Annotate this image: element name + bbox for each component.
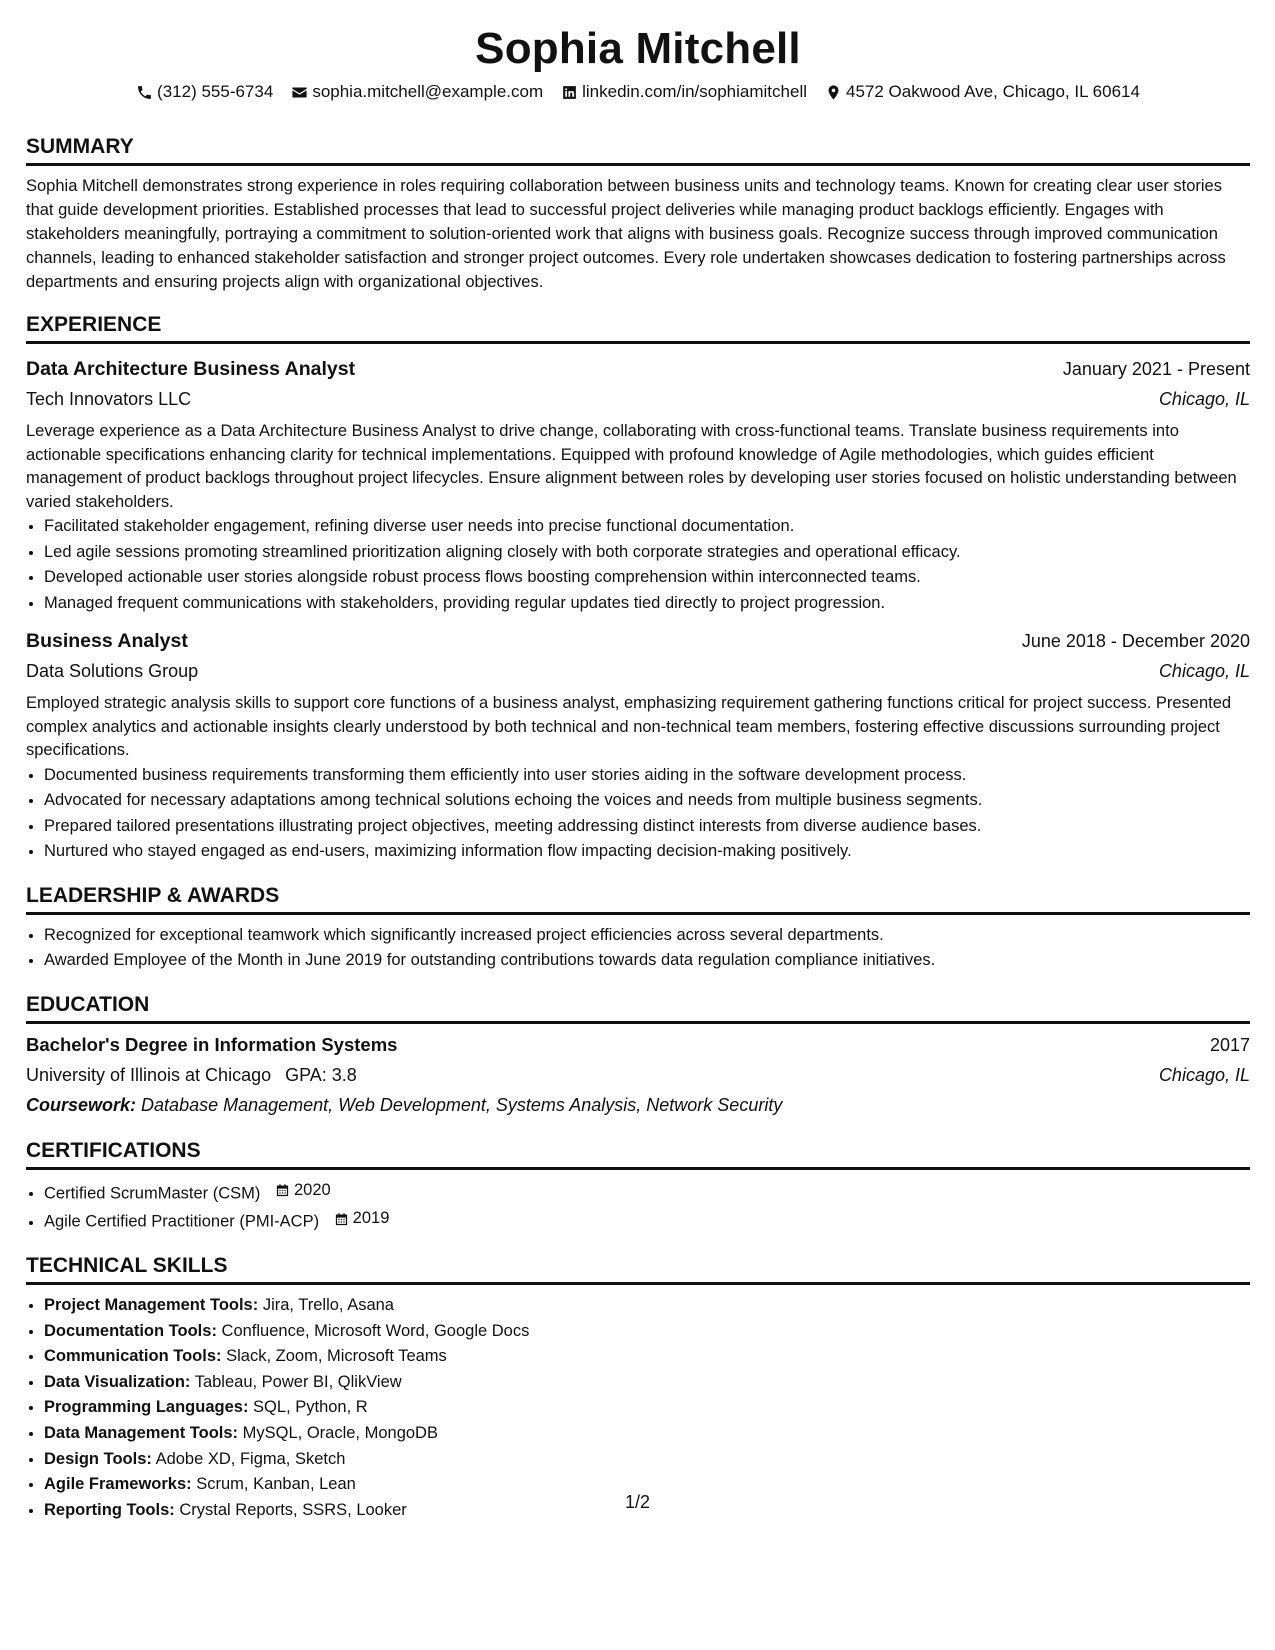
certifications-section (26, 1138, 1250, 1236)
job-description: Employed strategic analysis skills to support core functions of a business analyst, emphasizing requirement gathering functions critical for project success. Presented complex analytics and actionable insights clearly understood by both technical and non-technical team members, fostering effective discussions surrounding project specifications. (26, 694, 1232, 759)
list-item: • Documented business requirements transforming them efficiently into user stories aiding in the software development process. (44, 763, 1250, 789)
cert-year: 2019 (352, 1209, 390, 1228)
summary-text: Sophia Mitchell demonstrates strong experience in roles requiring collaboration between business units and technology teams. Known for creating clear user stories that guide development priorities. Established processes that lead to successful project deliveries while managing product backlogs efficiently. Engages with stakeholders meaningfully, portraying a commitment to solution-oriented work that aligns with business goals. Recognize success through improved communication channels, leading to enhanced stakeholder satisfaction and stronger project outcomes. Every role undertaken showcases dedication to fostering partnerships across departments and ensuring projects align with organizational objectives. (26, 177, 1226, 291)
school-text: University of Illinois at Chicago (26, 1064, 272, 1085)
contact-phone (136, 80, 273, 104)
contact-bar (26, 80, 1250, 104)
list-item (44, 1206, 1250, 1235)
skill-value: Adobe XD, Figma, Sketch (155, 1449, 346, 1468)
education-section (26, 992, 1250, 1120)
linkedin-icon (561, 84, 578, 101)
skills-heading: TECHNICAL SKILLS (26, 1253, 1250, 1285)
skill-label: Design Tools: (44, 1449, 152, 1468)
list-item (44, 1344, 1250, 1370)
skill-value: Confluence, Microsoft Word, Google Docs (221, 1321, 530, 1340)
degree-title: Bachelor's Degree in Information Systems (26, 1033, 398, 1055)
cert-year: 2020 (293, 1180, 331, 1199)
calendar-icon (334, 1212, 349, 1227)
job-dates: June 2018 - December 2020 (1021, 631, 1250, 651)
calendar-icon (275, 1183, 290, 1198)
job-title: Business Analyst (26, 630, 188, 652)
education-heading: EDUCATION (26, 992, 1250, 1024)
list-item (44, 1395, 1250, 1421)
cert-date (334, 1206, 390, 1232)
contact-email[interactable] (291, 80, 543, 104)
list-item (44, 1319, 1250, 1345)
coursework (26, 1090, 1250, 1120)
phone-icon (136, 84, 153, 101)
envelope-icon (291, 84, 308, 101)
job-entry (26, 626, 1250, 865)
email-text[interactable]: sophia.mitchell@example.com (312, 82, 544, 101)
experience-heading: EXPERIENCE (26, 312, 1250, 344)
contact-address (825, 80, 1140, 104)
phone-text: (312) 555-6734 (157, 82, 274, 101)
list-item: • Recognized for exceptional teamwork which significantly increased project efficiencies across several departments. (44, 923, 1250, 949)
job-location: Chicago, IL (1158, 661, 1250, 681)
skill-label: Data Visualization: (44, 1372, 191, 1391)
resume-page (26, 0, 1250, 1523)
skill-label: Agile Frameworks: (44, 1475, 192, 1494)
awards-list (26, 923, 1250, 974)
list-item: • Led agile sessions promoting streamlined prioritization aligning closely with both corporate strategies and operational efficacy. (44, 540, 1250, 566)
skill-label: Project Management Tools: (44, 1296, 259, 1314)
contact-linkedin[interactable] (561, 80, 807, 104)
page-number: 1/2 (624, 1492, 651, 1512)
skill-label: Documentation Tools: (44, 1321, 217, 1340)
school-location: Chicago, IL (1158, 1064, 1250, 1085)
cert-name: Agile Certified Practitioner (PMI-ACP) (44, 1212, 320, 1231)
list-item (44, 1293, 1250, 1319)
school-name (26, 1060, 357, 1090)
skill-label: Programming Languages: (44, 1398, 249, 1417)
coursework-text: Database Management, Web Development, Systems Analysis, Network Security (141, 1094, 783, 1115)
candidate-name: Sophia Mitchell (475, 24, 801, 73)
graduation-year: 2017 (1209, 1034, 1250, 1055)
skill-value: Crystal Reports, SSRS, Looker (179, 1500, 407, 1519)
list-item (44, 1178, 1250, 1207)
skill-value: Scrum, Kanban, Lean (196, 1475, 356, 1494)
job-description: Leverage experience as a Data Architecture Business Analyst to drive change, collaborating with cross-functional teams. Translate business requirements into actionable specifications enhancing clarity for technical implementations. Equipped with profound knowledge of Agile methodologies, which guides efficient management of product backlogs throughout project lifecycles. Ensure alignment between roles by developing user stories focused on holistic understanding between varied stakeholders. (26, 422, 1237, 511)
summary-heading: SUMMARY (26, 134, 1250, 166)
skill-value: Jira, Trello, Asana (262, 1296, 394, 1314)
skills-section (26, 1253, 1250, 1523)
list-item (44, 1447, 1250, 1473)
cert-date (275, 1178, 331, 1204)
job-dates: January 2021 - Present (1062, 359, 1250, 379)
list-item: • Nurtured who stayed engaged as end-users, maximizing information flow impacting decision-making positively. (44, 839, 1250, 865)
awards-section (26, 883, 1250, 974)
list-item: • Prepared tailored presentations illustrating project objectives, meeting addressing distinct interests from diverse audience bases. (44, 814, 1250, 840)
skill-value: MySQL, Oracle, MongoDB (242, 1423, 438, 1442)
list-item: • Developed actionable user stories alongside robust process flows boosting comprehension within interconnected teams. (44, 565, 1250, 591)
certifications-list (26, 1178, 1250, 1236)
job-company: Data Solutions Group (26, 661, 199, 681)
job-title: Data Architecture Business Analyst (26, 358, 356, 380)
map-pin-icon (825, 84, 842, 101)
cert-name: Certified ScrumMaster (CSM) (44, 1183, 261, 1202)
coursework-label: Coursework: (26, 1094, 137, 1115)
list-item: • Advocated for necessary adaptations among technical solutions echoing the voices and needs from multiple business segments. (44, 788, 1250, 814)
skill-label: Communication Tools: (44, 1347, 222, 1366)
skills-list (26, 1293, 1250, 1523)
list-item (44, 1370, 1250, 1396)
experience-section (26, 312, 1250, 865)
skill-value: Slack, Zoom, Microsoft Teams (226, 1347, 447, 1366)
job-entry (26, 354, 1250, 616)
list-item: • Facilitated stakeholder engagement, refining diverse user needs into precise functional documentation. (44, 514, 1250, 540)
list-item: • Awarded Employee of the Month in June 2019 for outstanding contributions towards data regulation compliance initiatives. (44, 948, 1250, 974)
address-text: 4572 Oakwood Ave, Chicago, IL 60614 (846, 82, 1140, 101)
job-bullets (26, 763, 1250, 865)
awards-heading: LEADERSHIP & AWARDS (26, 883, 1250, 915)
list-item (44, 1421, 1250, 1447)
skill-label: Reporting Tools: (44, 1500, 175, 1519)
summary-section (26, 134, 1250, 294)
gpa-text: GPA: 3.8 (285, 1064, 357, 1085)
linkedin-text[interactable]: linkedin.com/in/sophiamitchell (582, 82, 807, 101)
job-company: Tech Innovators LLC (26, 389, 192, 409)
skill-label: Data Management Tools: (44, 1423, 239, 1442)
skill-value: SQL, Python, R (253, 1398, 368, 1417)
job-location: Chicago, IL (1158, 389, 1250, 409)
job-bullets (26, 514, 1250, 616)
list-item: • Managed frequent communications with stakeholders, providing regular updates tied directly to project progression. (44, 591, 1250, 617)
skill-value: Tableau, Power BI, QlikView (194, 1372, 402, 1391)
certifications-heading: CERTIFICATIONS (26, 1138, 1250, 1170)
